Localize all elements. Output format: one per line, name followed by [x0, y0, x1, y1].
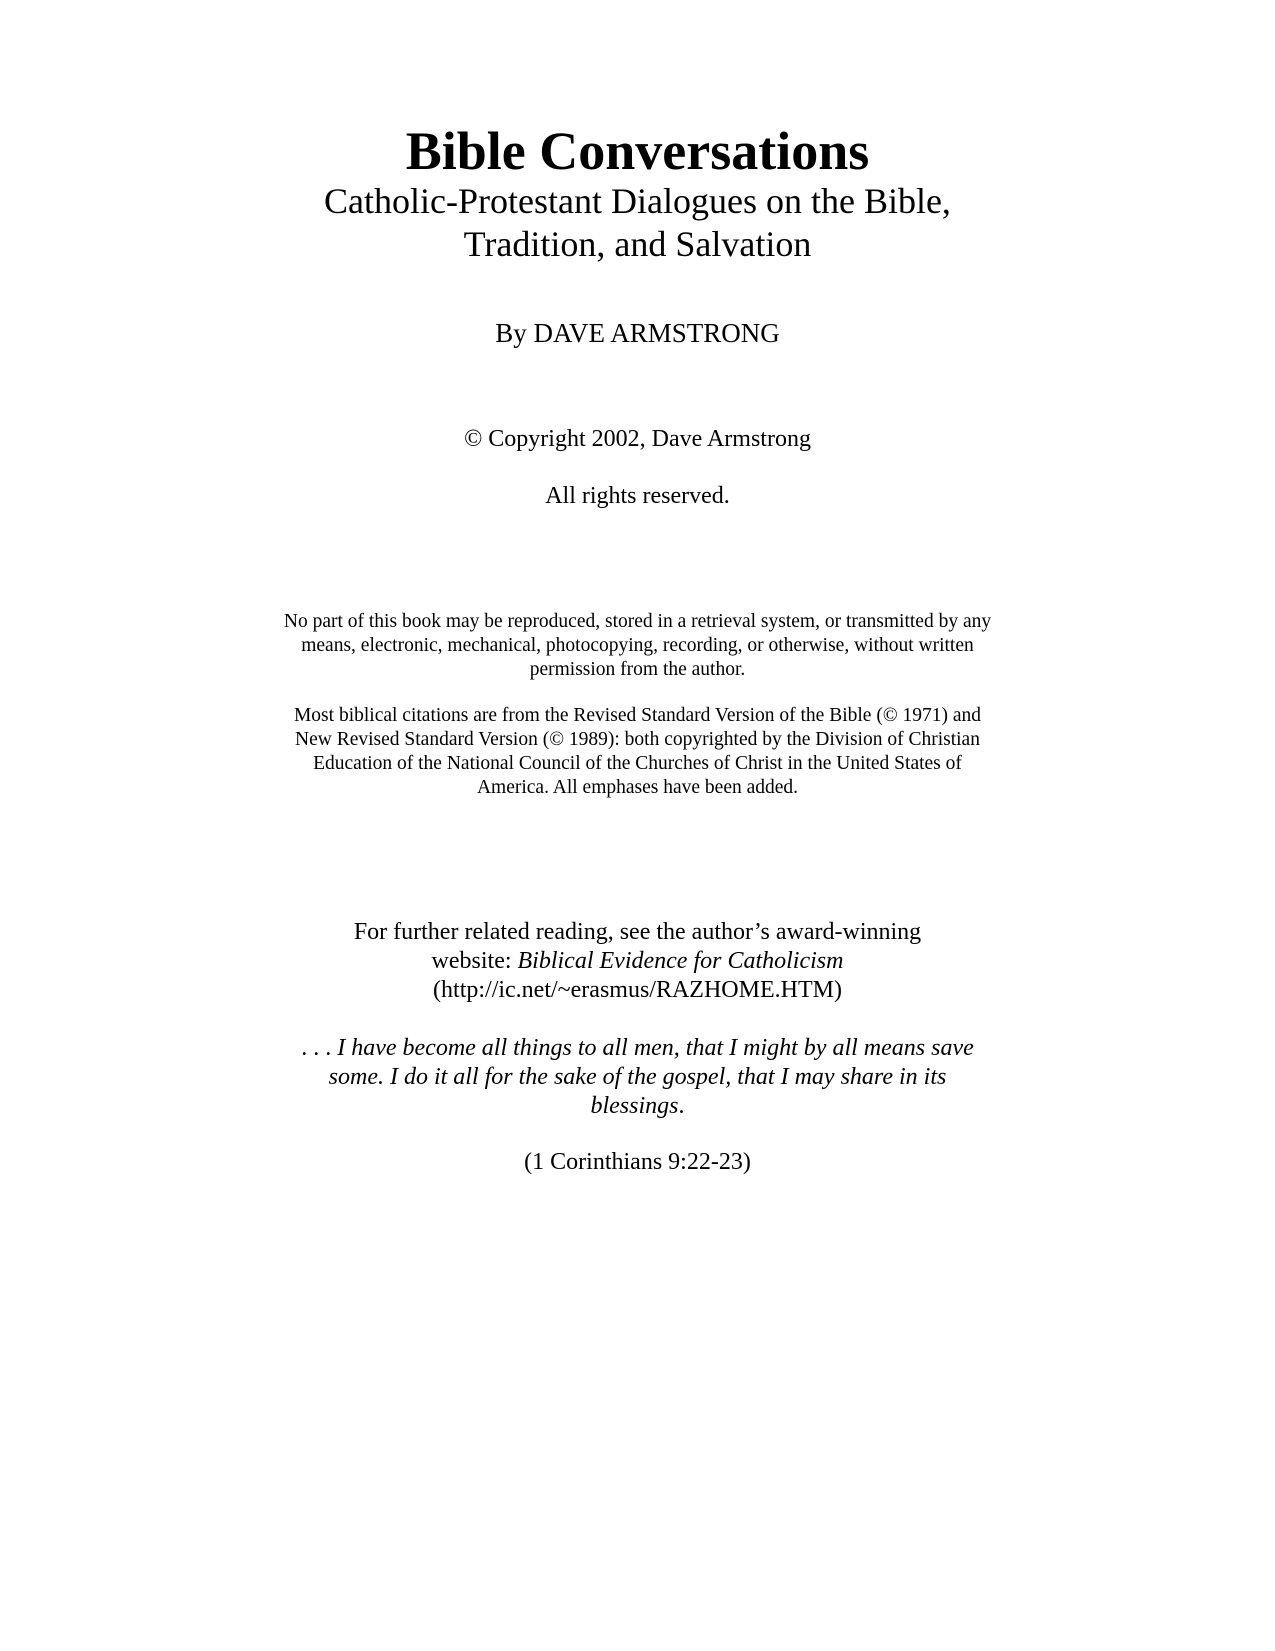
- copyright-line: © Copyright 2002, Dave Armstrong: [464, 426, 811, 452]
- quote-ellipsis: . . .: [301, 1035, 338, 1061]
- website-url: (http://ic.net/~erasmus/RAZHOME.HTM): [433, 977, 842, 1003]
- quote-end: .: [678, 1093, 685, 1119]
- website-line: [280, 947, 995, 976]
- website-name: Biblical Evidence for Catholicism: [517, 948, 844, 974]
- further-reading-line: For further related reading, see the author’s award-winning: [353, 919, 922, 945]
- further-reading: [280, 918, 995, 1005]
- scripture-quote: [280, 1034, 995, 1121]
- website-prefix: website:: [431, 948, 518, 974]
- quote-text: I have become all things to all men, that I might by all means save some. I do it all for the sake of the gospel, that I may share in its blessings: [328, 1035, 974, 1119]
- scripture-citation: (1 Corinthians 9:22-23): [524, 1149, 751, 1175]
- book-subtitle: [280, 180, 995, 266]
- author-byline: By DAVE ARMSTRONG: [495, 318, 780, 348]
- book-title: Bible Conversations: [405, 121, 870, 181]
- subtitle-line-2: Tradition, and Salvation: [463, 224, 812, 264]
- citation-notice: Most biblical citations are from the Revised Standard Version of the Bible (© 1971) and New Revised Standard Version (© 1989): both copyrighted by the Division of Christian Education of the National Council of the Churches of Christ in the United States of America. All emphases have been added.: [293, 705, 982, 798]
- rights-reserved: All rights reserved.: [545, 483, 730, 509]
- subtitle-line-1: Catholic-Protestant Dialogues on the Bible,: [324, 181, 951, 221]
- reproduction-notice: No part of this book may be reproduced, stored in a retrieval system, or transmitted by any means, electronic, mechanical, photocopying, recording, or otherwise, without written permission from the author.: [283, 611, 992, 680]
